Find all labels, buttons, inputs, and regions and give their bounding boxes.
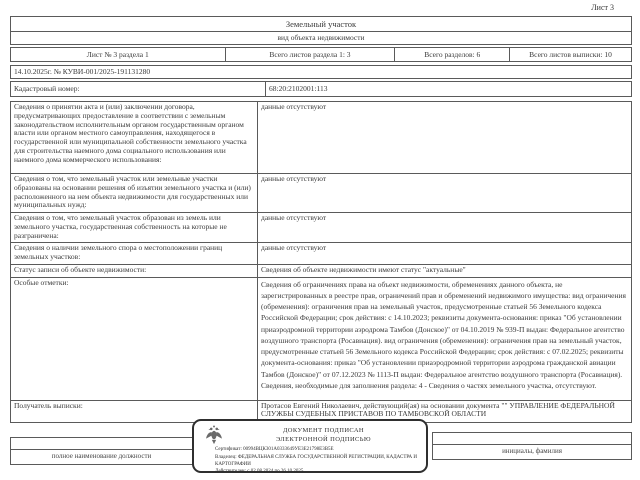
stamp-title-line1: ДОКУМЕНТ ПОДПИСАН bbox=[282, 426, 365, 434]
sheet-meta-row bbox=[10, 47, 632, 62]
stamp-certificate: Сертификат: 00994ВЦК301А0333649УЕ3Е21798Е3В5Е bbox=[215, 447, 334, 452]
detail-label: Сведения о том, что земельный участок или земельные участки образованы на основании решения об изъятии земельного участка и (или) расположенного на нем объекта недвижимости для государственных или муниципальных нужд: bbox=[11, 174, 258, 212]
detail-value: данные отсутствуют bbox=[261, 213, 327, 223]
object-type-caption: вид объекта недвижимости bbox=[277, 33, 365, 42]
russia-coat-of-arms-icon bbox=[204, 424, 224, 446]
detail-value: Сведения об ограничениях права на объект недвижимости, обременениях данного объекта, не зарегистрированных в реестре прав, ограничений прав и обременений недвижимого имущества: вид ограничения (обременения): ограничения прав на земельный участок, предусмотренные статьей 56 Земельного кодекса Российской Федерации; срок действия: с 14.10.2023; реквизиты документа-основания: приказ "Об установлении приаэродромной территории аэродрома Тамбов (Донское)" от 04.10.2019 № 939-П выдан: Федеральное агентство воздушного транспорта (Росавиация). вид ограничения (обременения): ограничения прав на земельный участок, предусмотренные статьей 56 Земельного кодекса Российской Федерации; срок действия: с 07.02.2025; реквизиты документа-основания: приказ "Об установлении приаэродромной территории аэродрома гражданской авиации Тамбов (Донское)" от 07.12.2023 № 1113-П выдан: Федеральное агентство воздушного транспорта (Росавиация). Сведения, необходимые для заполнения раздела: 4 - Сведения о частях земельного участка, отсутствуют. bbox=[261, 279, 626, 390]
meta-sheet-of-section: Лист № 3 раздела 1 bbox=[11, 48, 226, 61]
signature-line bbox=[433, 433, 631, 445]
details-table bbox=[10, 101, 632, 423]
stamp-title-line2: ЭЛЕКТРОННОЙ ПОДПИСЬЮ bbox=[276, 436, 371, 443]
cadastral-number-label: Кадастровый номер: bbox=[11, 82, 266, 96]
detail-label: Сведения о том, что земельный участок образован из земель или земельного участка, государственная собственность на которые не разграничена: bbox=[11, 213, 258, 242]
signature-line bbox=[11, 438, 192, 450]
sheet-number: Лист 3 bbox=[591, 3, 614, 12]
signature-left-box bbox=[10, 437, 193, 465]
document-body bbox=[10, 16, 632, 423]
detail-label: Особые отметки: bbox=[11, 278, 258, 400]
detail-label: Сведения о наличии земельного спора о местоположении границ земельных участков: bbox=[11, 243, 258, 264]
detail-row-seizure-decision bbox=[11, 173, 631, 212]
detail-row-act-or-contract bbox=[11, 102, 631, 173]
detail-row-special-marks bbox=[11, 277, 631, 400]
signature-right-caption: инициалы, фамилия bbox=[502, 447, 562, 455]
meta-total-sheets-of-section: Всего листов раздела 1: 3 bbox=[226, 48, 396, 61]
stamp-validity: Действителен: с 02.08.2024 по 26.10.2025 bbox=[215, 469, 304, 475]
detail-value: данные отсутствуют bbox=[261, 243, 327, 253]
stamp-header bbox=[200, 424, 420, 446]
digital-signature-stamp bbox=[192, 419, 428, 473]
stamp-title bbox=[227, 426, 420, 445]
detail-label: Сведения о принятии акта и (или) заключении договора, предусматривающих предоставление в соответствии с земельным законодательством исполнительным органом государственным органом власти или органом местного самоуправления, находящегося в государственной или муниципальной собственности земельного участка для строительства наемного дома социального использования или наемного дома коммерческого использования: bbox=[11, 102, 258, 173]
cadastral-number-row bbox=[10, 81, 632, 97]
detail-value: данные отсутствуют bbox=[261, 174, 327, 183]
stamp-owner: Владелец: ФЕДЕРАЛЬНАЯ СЛУЖБА ГОСУДАРСТВЕННОЙ РЕГИСТРАЦИИ, КАДАСТРА И КАРТОГРАФИИ bbox=[215, 454, 418, 467]
meta-total-sheets-of-extract: Всего листов выписки: 10 bbox=[529, 50, 612, 59]
detail-value: Протасов Евгений Николаевич, действующий(ая) на основании документа "" УПРАВЛЕНИЕ ФЕДЕРАЛЬНОЙ СЛУЖБЫ СУДЕБНЫХ ПРИСТАВОВ ПО ТАМБОВСКОЙ ОБЛАСТИ bbox=[261, 400, 615, 419]
detail-label: Получатель выписки: bbox=[11, 401, 258, 422]
meta-total-sections: Всего разделов: 6 bbox=[395, 48, 510, 61]
object-type-title: Земельный участок bbox=[11, 17, 631, 32]
detail-row-undelimited-state-ownership bbox=[11, 212, 631, 242]
signature-left-caption: полное наименование должности bbox=[51, 452, 152, 460]
detail-row-record-status bbox=[11, 264, 631, 277]
cadastral-number-value: 68:20:2102001:113 bbox=[269, 84, 328, 93]
detail-value: Сведения об объекте недвижимости имеют статус "актуальные" bbox=[261, 264, 466, 274]
detail-label: Статус записи об объекте недвижимости: bbox=[11, 265, 258, 277]
object-type-table bbox=[10, 16, 632, 45]
detail-row-boundary-dispute bbox=[11, 242, 631, 264]
signature-right-box bbox=[432, 432, 632, 460]
request-date-number: 14.10.2025г. № КУВИ-001/2025-191131280 bbox=[10, 65, 632, 79]
detail-value: данные отсутствуют bbox=[261, 102, 327, 111]
